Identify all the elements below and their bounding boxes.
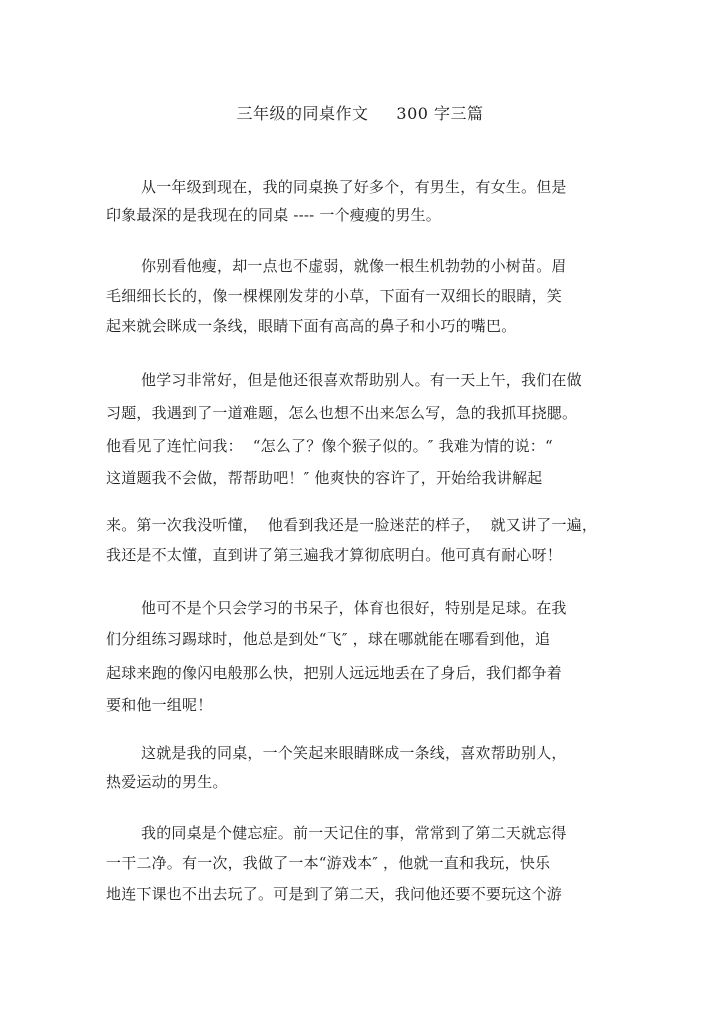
text-line: 起球来跑的像闪电般那么快，把别人远远地丢在了身后，我们都争着 bbox=[106, 664, 563, 682]
text-line: 你别看他瘦，却一点也不虚弱，就像一根生机勃勃的小树苗。眉 bbox=[141, 257, 567, 275]
text-line: 他学习非常好，但是他还很喜欢帮助别人。有一天上午，我们在做 bbox=[141, 371, 582, 389]
text-line: 一干二净。有一次，我做了一本“游戏本″ ，他就一直和我玩，快乐 bbox=[106, 854, 551, 872]
text-line: 习题，我遇到了一道难题，怎么也想不出来怎么写，急的我抓耳挠腮。 bbox=[106, 404, 578, 422]
document-title: 三年级的同桌作文 300 字三篇 bbox=[236, 104, 484, 123]
text-line: 热爱运动的男生。 bbox=[106, 773, 228, 791]
text-line: 起来就会眯成一条线，眼睛下面有高高的鼻子和小巧的嘴巴。 bbox=[106, 317, 517, 335]
text-line: 这就是我的同桌，一个笑起来眼睛眯成一条线，喜欢帮助别人， bbox=[141, 744, 567, 762]
text-line: 我还是不太懂，直到讲了第三遍我才算彻底明白。他可真有耐心呀！ bbox=[106, 546, 563, 564]
text-line: 他看见了连忙问我： “怎么了？像个猴子似的。″ 我难为情的说：“ bbox=[106, 437, 553, 455]
text-line: 地连下课也不出去玩了。可是到了第二天，我问他还要不要玩这个游 bbox=[106, 885, 563, 903]
text-line: 这道题我不会做，帮帮助吧！″ 他爽快的容许了，开始给我讲解起 bbox=[106, 469, 543, 487]
text-line: 他可不是个只会学习的书呆子，体育也很好，特别是足球。在我 bbox=[141, 599, 567, 617]
text-line: 来。第一次我没听懂， 他看到我还是一脸迷茫的样子， 就又讲了一遍， bbox=[106, 516, 598, 534]
text-line: 们分组练习踢球时，他总是到处“飞″ ，球在哪就能在哪看到他，追 bbox=[106, 630, 551, 648]
text-line: 我的同桌是个健忘症。前一天记住的事，常常到了第二天就忘得 bbox=[141, 824, 567, 842]
text-line: 要和他一组呢！ bbox=[106, 696, 213, 714]
text-line: 印象最深的是我现在的同桌 ---- 一个瘦瘦的男生。 bbox=[106, 206, 442, 224]
text-line: 毛细细长长的，像一棵棵刚发芽的小草，下面有一双细长的眼睛，笑 bbox=[106, 287, 563, 305]
text-line: 从一年级到现在，我的同桌换了好多个，有男生，有女生。但是 bbox=[141, 178, 567, 196]
